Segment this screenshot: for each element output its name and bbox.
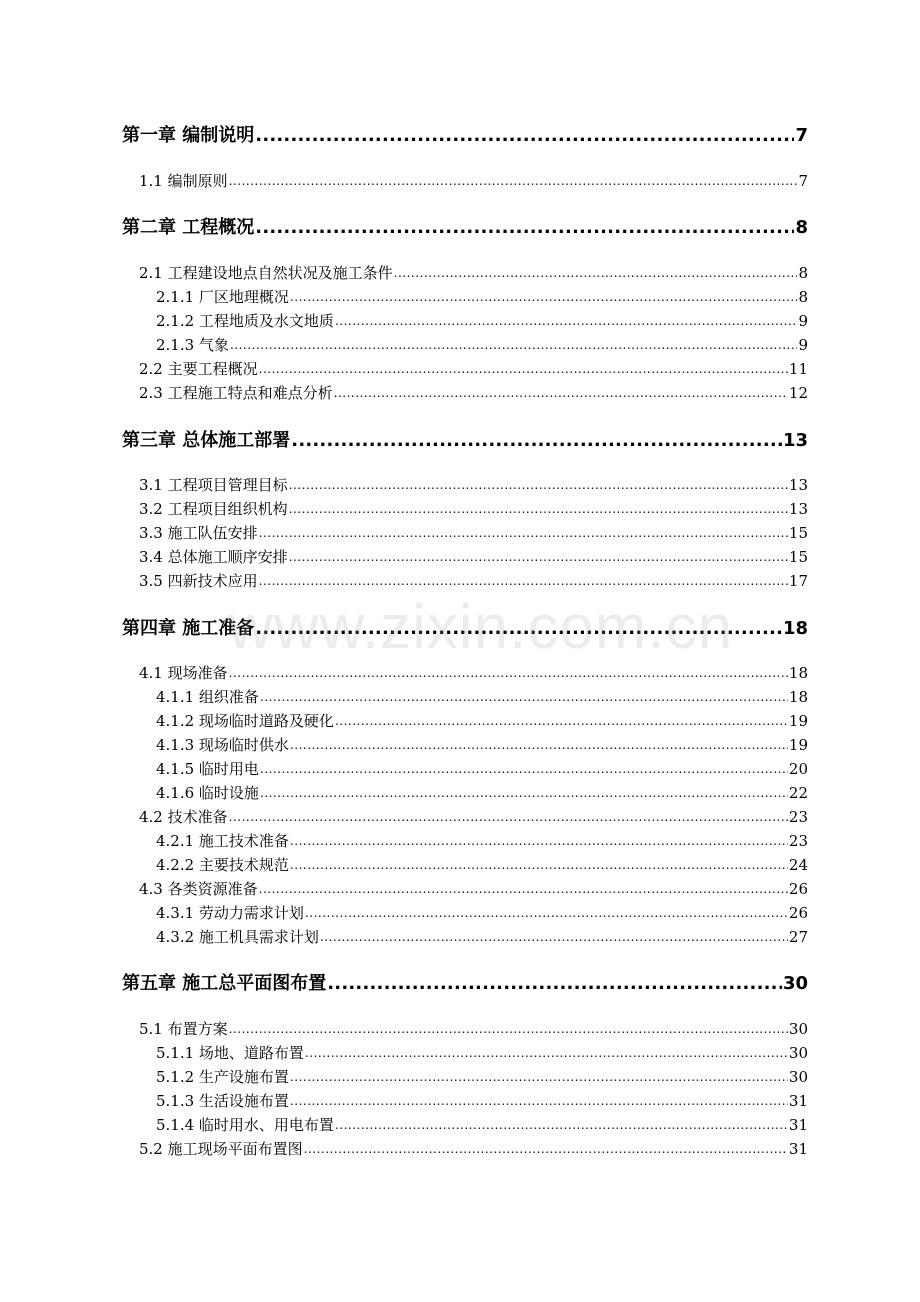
- toc-entry-title: 4.1.2 现场临时道路及硬化: [156, 712, 334, 730]
- toc-entry-title: 4.1.3 现场临时供水: [156, 736, 289, 754]
- toc-entry-page-number: 9: [798, 336, 808, 354]
- toc-section-entry: [139, 1019, 808, 1039]
- toc-entry-page-number: 24: [788, 856, 808, 874]
- watermark: www.zixin.com.cn: [228, 593, 734, 662]
- toc-entry-title: 4.2.2 主要技术规范: [156, 856, 289, 874]
- toc-entry-title: 5.1.4 临时用水、用电布置: [156, 1116, 334, 1134]
- toc-entry-title: 4.2.1 施工技术准备: [156, 832, 289, 850]
- toc-section-entry: [139, 571, 808, 591]
- toc-section-entry: [156, 687, 808, 707]
- toc-entry-title: 2.1.3 气象: [156, 336, 229, 354]
- dot-leader: [259, 523, 788, 543]
- toc-section-entry: [156, 735, 808, 755]
- toc-section-entry: [139, 1139, 808, 1159]
- toc-entry-title: 3.1 工程项目管理目标: [139, 476, 288, 494]
- dot-leader: [255, 124, 794, 148]
- toc-entry-page-number: 18: [782, 618, 808, 639]
- toc-section-entry: [139, 263, 808, 283]
- dot-leader: [335, 711, 788, 731]
- toc-entry-title: 1.1 编制原则: [139, 172, 228, 190]
- toc-entry-title: 4.1.5 临时用电: [156, 760, 259, 778]
- dot-leader: [229, 171, 798, 191]
- toc-entry-page-number: 30: [788, 1044, 808, 1062]
- dot-leader: [230, 335, 798, 355]
- dot-leader: [290, 287, 798, 307]
- toc-entry-page-number: 18: [788, 688, 808, 706]
- dot-leader: [289, 547, 788, 567]
- toc-section-entry: [139, 523, 808, 543]
- toc-entry-page-number: 30: [788, 1020, 808, 1038]
- dot-leader: [259, 359, 788, 379]
- toc-entry-title: 第四章 施工准备: [122, 618, 255, 639]
- dot-leader: [260, 759, 788, 779]
- toc-section-entry: [139, 547, 808, 567]
- toc-entry-title: 第一章 编制说明: [122, 125, 255, 146]
- toc-entry-page-number: 8: [795, 217, 808, 238]
- toc-section-entry: [139, 359, 808, 379]
- toc-entry-page-number: 19: [788, 712, 808, 730]
- toc-entry-title: 5.1 布置方案: [139, 1020, 228, 1038]
- toc-entry-title: 第二章 工程概况: [122, 217, 255, 238]
- toc-section-entry: [139, 383, 808, 403]
- dot-leader: [305, 903, 788, 923]
- toc-entry-page-number: 23: [788, 808, 808, 826]
- toc-entry-title: 2.3 工程施工特点和难点分析: [139, 384, 333, 402]
- toc-section-entry: [156, 783, 808, 803]
- toc-section-entry: [156, 903, 808, 923]
- toc-section-entry: [139, 499, 808, 519]
- toc-section-entry: [139, 475, 808, 495]
- dot-leader: [305, 1043, 788, 1063]
- toc-entry-page-number: 17: [788, 572, 808, 590]
- toc-entry-page-number: 7: [798, 172, 808, 190]
- toc-entry-page-number: 27: [788, 928, 808, 946]
- toc-entry-title: 2.1 工程建设地点自然状况及施工条件: [139, 264, 393, 282]
- dot-leader: [394, 263, 798, 283]
- toc-section-entry: [156, 1091, 808, 1111]
- toc-section-entry: [139, 879, 808, 899]
- toc-entry-page-number: 13: [788, 500, 808, 518]
- toc-entry-page-number: 19: [788, 736, 808, 754]
- dot-leader: [304, 1139, 788, 1159]
- toc-entry-page-number: 23: [788, 832, 808, 850]
- toc-section-entry: [156, 287, 808, 307]
- toc-entry-page-number: 8: [798, 288, 808, 306]
- toc-section-entry: [156, 311, 808, 331]
- toc-entry-page-number: 7: [795, 125, 808, 146]
- toc-entry-page-number: 15: [788, 548, 808, 566]
- toc-entry-page-number: 20: [788, 760, 808, 778]
- toc-entry-title: 4.3 各类资源准备: [139, 880, 258, 898]
- toc-entry-title: 2.1.1 厂区地理概况: [156, 288, 289, 306]
- dot-leader: [290, 735, 788, 755]
- toc-entry-page-number: 30: [788, 1068, 808, 1086]
- dot-leader: [335, 311, 798, 331]
- toc-section-entry: [139, 171, 808, 191]
- toc-chapter-entry: [122, 429, 808, 453]
- toc-entry-title: 4.1.1 组织准备: [156, 688, 259, 706]
- toc-entry-page-number: 8: [798, 264, 808, 282]
- toc-section-entry: [139, 663, 808, 683]
- toc-entry-title: 4.3.1 劳动力需求计划: [156, 904, 304, 922]
- toc-entry-title: 第三章 总体施工部署: [122, 430, 291, 451]
- toc-section-entry: [156, 1043, 808, 1063]
- dot-leader: [320, 927, 788, 947]
- toc-section-entry: [156, 335, 808, 355]
- toc-section-entry: [156, 927, 808, 947]
- toc-entry-title: 5.2 施工现场平面布置图: [139, 1140, 303, 1158]
- toc-entry-title: 5.1.2 生产设施布置: [156, 1068, 289, 1086]
- toc-chapter-entry: [122, 617, 808, 641]
- dot-leader: [229, 807, 788, 827]
- dot-leader: [255, 216, 794, 240]
- toc-section-entry: [156, 1067, 808, 1087]
- toc-entry-page-number: 26: [788, 904, 808, 922]
- toc-entry-title: 4.1.6 临时设施: [156, 784, 259, 802]
- dot-leader: [229, 1019, 788, 1039]
- dot-leader: [290, 1091, 788, 1111]
- toc-entry-page-number: 26: [788, 880, 808, 898]
- toc-entry-title: 4.1 现场准备: [139, 664, 228, 682]
- toc-entry-page-number: 15: [788, 524, 808, 542]
- toc-entry-page-number: 13: [788, 476, 808, 494]
- dot-leader: [289, 499, 788, 519]
- toc-entry-page-number: 22: [788, 784, 808, 802]
- dot-leader: [259, 879, 788, 899]
- toc-entry-page-number: 12: [788, 384, 808, 402]
- dot-leader: [260, 783, 788, 803]
- dot-leader: [255, 617, 782, 641]
- toc-entry-page-number: 13: [782, 430, 808, 451]
- toc-section-entry: [156, 855, 808, 875]
- toc-entry-title: 3.5 四新技术应用: [139, 572, 258, 590]
- toc-entry-page-number: 11: [788, 360, 808, 378]
- dot-leader: [335, 1115, 788, 1135]
- toc-section-entry: [139, 807, 808, 827]
- toc-entry-page-number: 31: [788, 1092, 808, 1110]
- toc-entry-page-number: 31: [788, 1140, 808, 1158]
- toc-section-entry: [156, 759, 808, 779]
- dot-leader: [229, 663, 788, 683]
- toc-entry-title: 第五章 施工总平面图布置: [122, 973, 327, 994]
- dot-leader: [290, 831, 788, 851]
- toc-entry-title: 3.3 施工队伍安排: [139, 524, 258, 542]
- dot-leader: [334, 383, 788, 403]
- toc-chapter-entry: [122, 216, 808, 240]
- toc-entry-title: 2.1.2 工程地质及水文地质: [156, 312, 334, 330]
- dot-leader: [290, 855, 788, 875]
- toc-chapter-entry: [122, 124, 808, 148]
- toc-entry-title: 2.2 主要工程概况: [139, 360, 258, 378]
- toc-entry-title: 5.1.1 场地、道路布置: [156, 1044, 304, 1062]
- dot-leader: [290, 1067, 788, 1087]
- toc-entry-title: 4.3.2 施工机具需求计划: [156, 928, 319, 946]
- toc-entry-page-number: 18: [788, 664, 808, 682]
- dot-leader: [260, 687, 788, 707]
- toc-entry-title: 3.2 工程项目组织机构: [139, 500, 288, 518]
- toc-section-entry: [156, 711, 808, 731]
- toc-entry-page-number: 30: [782, 973, 808, 994]
- toc-entry-page-number: 31: [788, 1116, 808, 1134]
- dot-leader: [289, 475, 788, 495]
- toc-chapter-entry: [122, 972, 808, 996]
- toc-entry-page-number: 9: [798, 312, 808, 330]
- toc-entry-title: 4.2 技术准备: [139, 808, 228, 826]
- dot-leader: [259, 571, 788, 591]
- toc-entry-title: 5.1.3 生活设施布置: [156, 1092, 289, 1110]
- dot-leader: [291, 429, 782, 453]
- toc-section-entry: [156, 831, 808, 851]
- toc-entry-title: 3.4 总体施工顺序安排: [139, 548, 288, 566]
- dot-leader: [327, 972, 782, 996]
- toc-section-entry: [156, 1115, 808, 1135]
